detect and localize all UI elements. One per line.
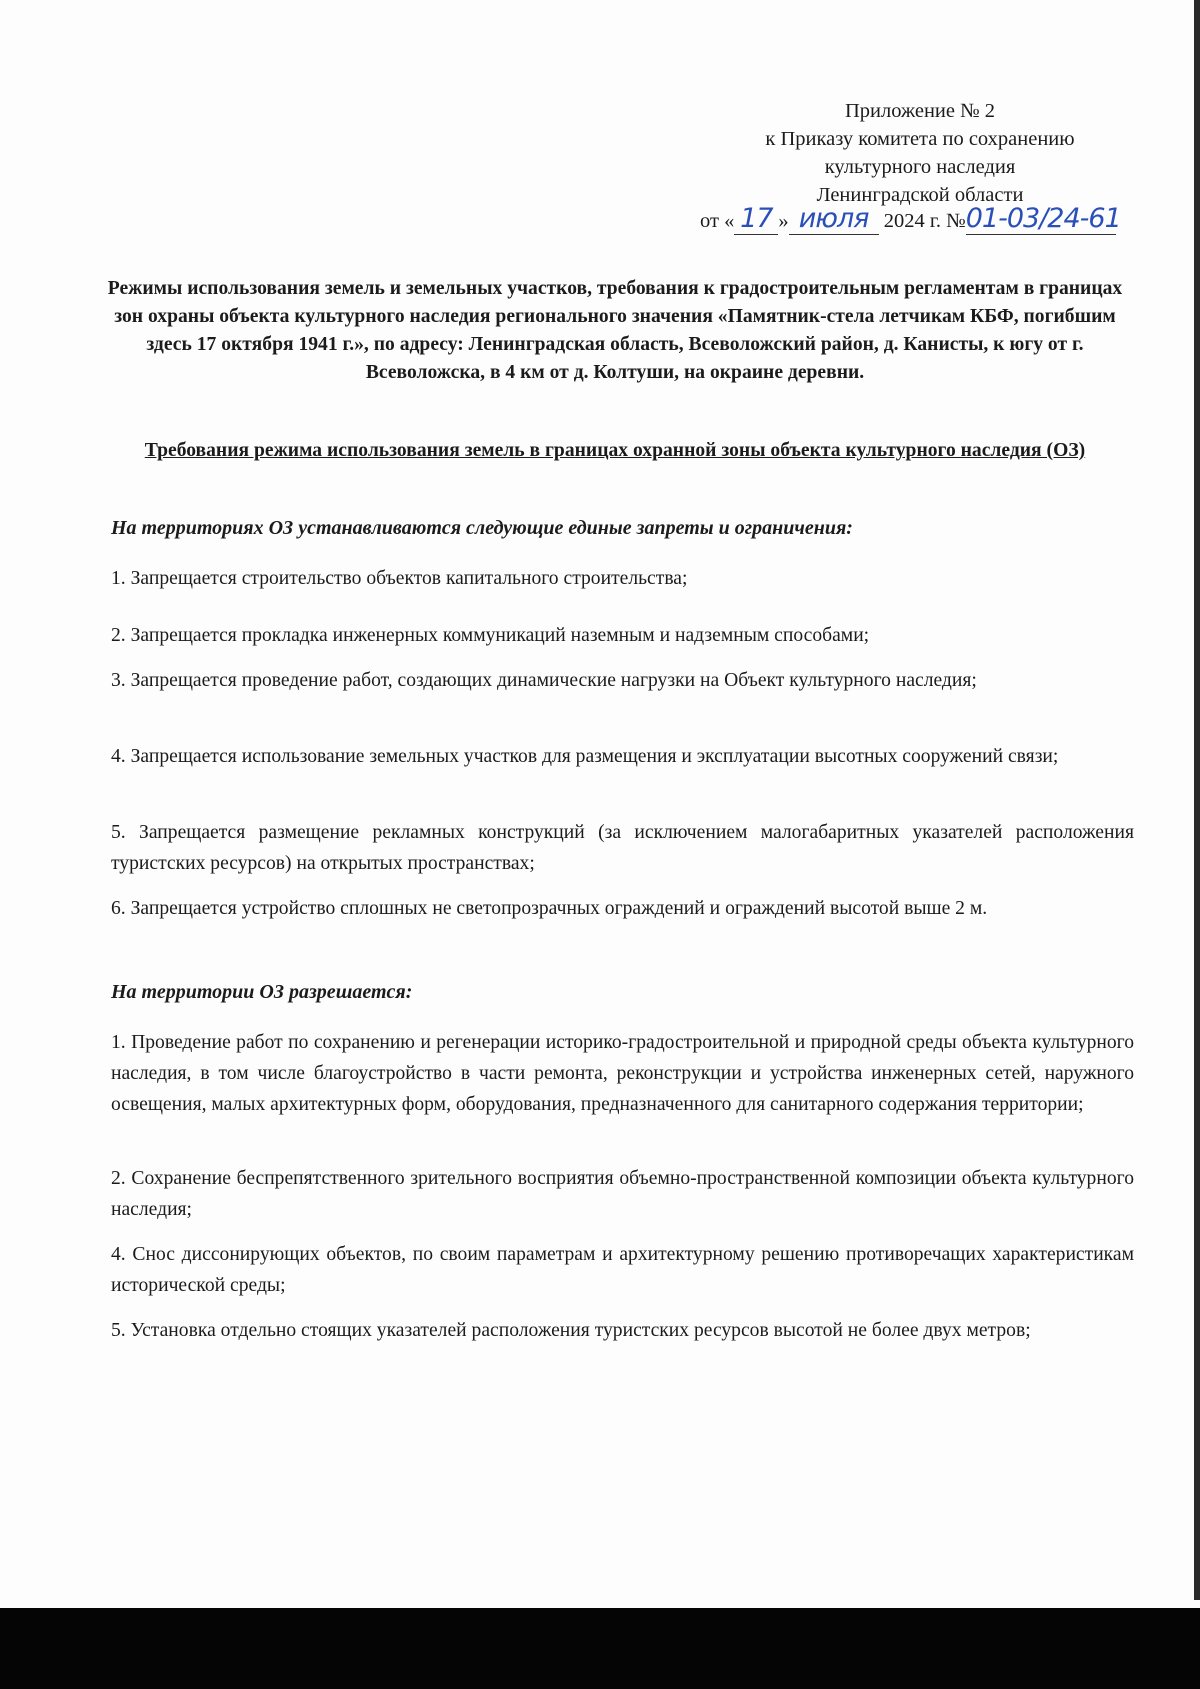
appendix-header	[690, 97, 1150, 209]
prohibitions-heading: На территориях ОЗ устанавливаются следующие единые запреты и ограничения:	[111, 517, 853, 539]
permissions-heading: На территории ОЗ разрешается:	[111, 981, 413, 1003]
prohibition-item: 3. Запрещается проведение работ, создающих динамические нагрузки на Объект культурного наследия;	[111, 670, 977, 691]
order-reference: к Приказу комитета по сохранению	[765, 128, 1075, 150]
date-mid: »	[778, 210, 789, 232]
year-text: 2024 г. №	[883, 210, 966, 232]
number-field	[965, 203, 1121, 235]
handwritten-month: июля	[798, 203, 869, 234]
document-title: Режимы использования земель и земельных участков, требования к градостроительным регламентам в границах зон охраны объекта культурного наследия регионального значения «Памятник-стела летчикам КБФ, погибшим здесь 17 октября 1941 г.», по адресу: Ленинградская область, Всеволожский район, д. Канисты, к югу от г. Всеволожска, в 4 км от д. Колтуши, на окраине деревни.	[107, 278, 1123, 383]
prohibition-item: 6. Запрещается устройство сплошных не светопрозрачных ограждений и ограждений высотой выше 2 м.	[111, 898, 988, 919]
month-field	[789, 203, 879, 235]
section-subtitle: Требования режима использования земель в границах охранной зоны объекта культурного наследия (ОЗ)	[144, 440, 1086, 461]
prohibition-item: 2. Запрещается прокладка инженерных коммуникаций наземным и надземным способами;	[111, 625, 870, 646]
handwritten-day: 17	[740, 203, 773, 234]
day-field	[734, 203, 778, 235]
appendix-number: Приложение № 2	[844, 100, 996, 122]
date-prefix: от «	[700, 210, 735, 232]
permission-item: 2. Сохранение беспрепятственного зрительного восприятия объемно-пространственной композиции объекта культурного наследия;	[111, 1168, 1134, 1220]
region-name: Ленинградской области	[816, 184, 1024, 206]
prohibition-item: 5. Запрещается размещение рекламных конструкций (за исключением малогабаритных указателей расположения туристских ресурсов) на открытых пространствах;	[111, 822, 1134, 874]
scan-bottom-border	[0, 1608, 1200, 1689]
scan-edge	[1194, 0, 1200, 1600]
prohibition-item: 4. Запрещается использование земельных участков для размещения и эксплуатации высотных сооружений связи;	[111, 746, 1059, 767]
permission-item: 1. Проведение работ по сохранению и регенерации историко-градостроительной и природной среды объекта культурного наследия, в том числе благоустройство в части ремонта, реконструкции и устройства инженерных сетей, наружного освещения, малых архитектурных форм, оборудования, предназначенного для санитарного содержания территории;	[111, 1032, 1134, 1115]
handwritten-number: 01-03/24-61	[965, 203, 1121, 234]
permission-item: 4. Снос диссонирующих объектов, по своим параметрам и архитектурному решению противоречащих характеристикам исторической среды;	[111, 1244, 1134, 1296]
committee-name: культурного наследия	[824, 156, 1016, 178]
permission-item: 5. Установка отдельно стоящих указателей расположения туристских ресурсов высотой не более двух метров;	[111, 1320, 1031, 1341]
prohibition-item: 1. Запрещается строительство объектов капитального строительства;	[111, 568, 688, 589]
order-date-line	[700, 203, 1121, 235]
